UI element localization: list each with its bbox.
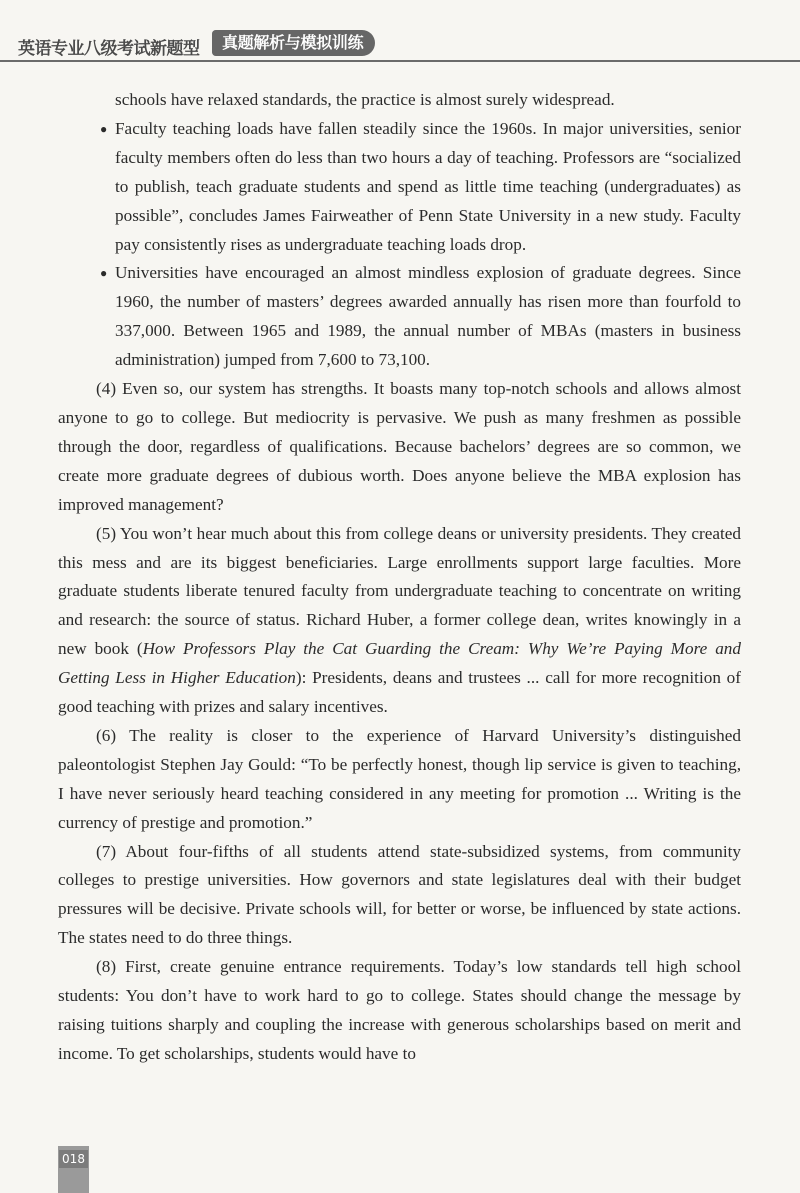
- bullet-icon: ●: [100, 266, 108, 281]
- bullet-item: [58, 115, 741, 260]
- paragraph-6: (6) The reality is closer to the experience of Harvard University’s distinguished paleontologist Stephen Jay Gould: “To be perfectly honest, though lip service is given to teaching, I have never seriously heard teaching considered in any meeting for promotion ... Writing is the currency of prestige and promotion.”: [58, 725, 741, 832]
- paragraph-5-text-a: (5) You won’t hear much about this from college deans or university presidents. They created this mess and are its biggest beneficiaries. Large enrollments support large faculties. More graduate students liberate tenured faculty from undergraduate teaching to concentrate on writing and research: the source of status. Richard Huber, a former college dean, writes knowingly in a new book (: [58, 523, 741, 659]
- running-header: [0, 28, 800, 64]
- paragraph-7: (7) About four-fifths of all students attend state-subsidized systems, from community colleges to prestige universities. How governors and state legislatures deal with their budget pressures will be decisive. Private schools will, for better or worse, be influenced by state actions. The states need to do three things.: [58, 841, 741, 948]
- paragraph-5-text-b: ): Presidents, deans and trustees ... call for more recognition of good teaching with prizes and salary incentives.: [58, 668, 741, 717]
- book-title: How Professors Play the Cat Guarding the Cream: Why We’re Paying More and Getting Less in Higher Education: [58, 639, 741, 688]
- bullet-text: Universities have encouraged an almost mindless explosion of graduate degrees. Since 1960, the number of masters’ degrees awarded annually has risen more than fourfold to 337,000. Between 1965 and 1989, the annual number of MBAs (masters in business administration) jumped from 7,600 to 73,100.: [115, 263, 741, 370]
- continued-text: schools have relaxed standards, the practice is almost surely widespread.: [115, 90, 615, 109]
- section-subtitle: 真题解析与模拟训练: [212, 30, 375, 56]
- bullet-item: [58, 259, 741, 375]
- paragraph-4: (4) Even so, our system has strengths. It boasts many top-notch schools and allows almost anyone to go to college. But mediocrity is pervasive. We push as many freshmen as possible through the door, regardless of qualifications. Because bachelors’ degrees are so common, we create more graduate degrees of dubious worth. Does anyone believe the MBA explosion has improved management?: [58, 379, 741, 514]
- series-title: 英语专业八级考试新题型: [18, 39, 200, 59]
- paragraph-8: (8) First, create genuine entrance requirements. Today’s low standards tell high school students: You don’t have to work hard to go to college. States should change the message by raising tuitions sharply and coupling the increase with generous scholarships based on merit and income. To get scholarships, students would have to: [58, 957, 741, 1063]
- bullet-text: Faculty teaching loads have fallen steadily since the 1960s. In major universities, senior faculty members often do less than two hours a day of teaching. Professors are “socialized to publish, teach graduate students and spend as little time teaching (undergraduates) as possible”, concludes James Fairweather of Penn State University in a new study. Faculty pay consistently rises as undergraduate teaching loads drop.: [115, 118, 741, 254]
- bullet-icon: ●: [100, 121, 108, 136]
- header-rule: [0, 60, 800, 62]
- page-number: 018: [59, 1150, 88, 1168]
- page-body: [58, 86, 741, 1069]
- paragraph-5: [58, 520, 741, 722]
